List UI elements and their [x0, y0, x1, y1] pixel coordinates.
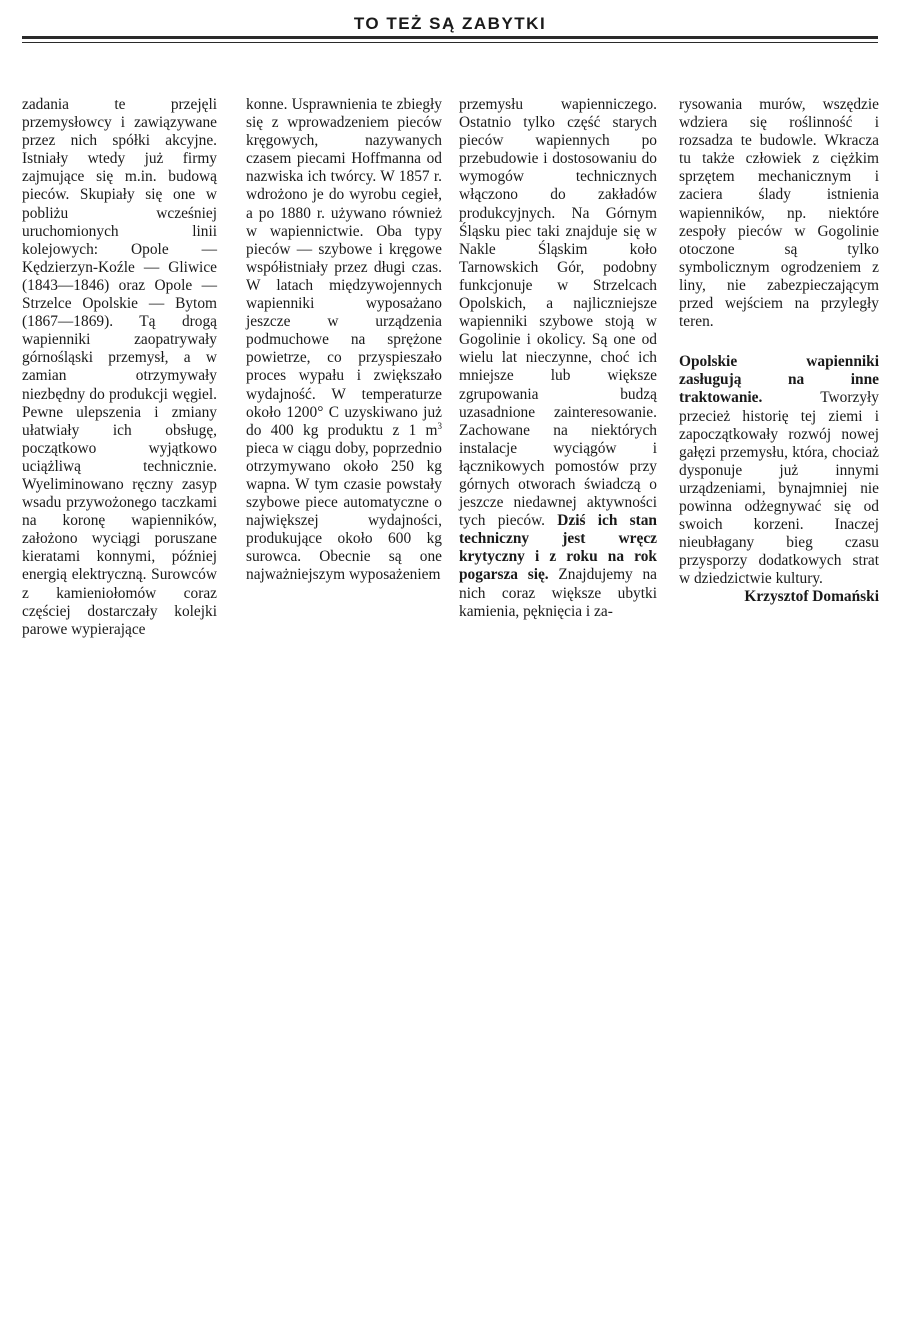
column-2-paragraph	[246, 96, 442, 585]
column-2-text-a: konne. Usprawnienia te zbiegły się z wprowadzeniem pieców kręgowych, nazywanych czasem piecami Hoffmanna od nazwiska ich twórcy. W 1857 r. wdrożono je do wyrobu cegieł, a po 1880 r. używano również w wapiennictwie. Oba typy pieców — szybowe i kręgowe współistniały przez długi czas. W latach międzywojennych wapienniki wyposażano jeszcze w urządzenia podmuchowe na sprężone powietrze, co przyspieszało proces wypału i zwiększało wydajność. W temperaturze około 1200° C uzyskiwano już do 400 kg produktu z 1 m	[246, 96, 442, 439]
page-header	[0, 14, 900, 38]
column-3-bold-statement: Dziś ich stan techniczny jest wręcz krytyczny i z roku na rok pogarsza się.	[459, 512, 657, 584]
column-2-text-b: pieca w ciągu doby, poprzednio otrzymywano około 250 kg wapna. W tym czasie powstały szybowe piece automatyczne o największej wydajności, produkujące około 600 kg surowca. Obecnie są one najważniejszym wyposażeniem	[246, 439, 442, 584]
column-3-text-a: przemysłu wapienniczego. Ostatnio tylko część starych pieców wapiennych po przebudowie i dostosowaniu do wymogów technicznych włączono do zakładów produkcyjnych. Na Górnym Śląsku piec taki znajduje się w Nakle Śląskim koło Tarnowskich Gór, podobny funkcjonuje w Strzelcach Opolskich, a najliczniejsze wapienniki szybowe stoją w Gogolinie i okolicy. Są one od wielu lat nieczynne, choć ich mniejsze lub większe zgrupowania budzą uzasadnione zainteresowanie. Zachowane na niektórych instalacje wyciągów i łącznikowych pomostów przy górnych otworach świadczą o jeszcze niedawnej aktywności tych pieców.	[459, 96, 657, 530]
section-title: TO TEŻ SĄ ZABYTKI	[350, 14, 550, 38]
paragraph-gap	[679, 331, 879, 353]
column-4-bold-lead: Opolskie wapienniki zasługują na inne traktowanie.	[679, 353, 879, 407]
column-4-text: Tworzyły przecież historię tej ziemi i zapoczątkowały rozwój nowej gałęzi przemysłu, która, chociaż dysponuje już innymi urządzeniami, bynajmniej nie powinna odżegnywać się od swoich korzeni. Inaczej nieubłagany bieg czasu przysporzy dodatkowych strat w dziedzictwie kultury.	[679, 389, 879, 588]
author-signature: Krzysztof Domański	[744, 588, 879, 606]
column-3-paragraph	[459, 96, 657, 621]
text-column-4	[679, 96, 879, 607]
text-column-1	[22, 96, 217, 639]
text-column-2	[246, 96, 442, 585]
column-4-paragraph-1: rysowania murów, wszędzie wdziera się roślinność i rozsadza te budowle. Wkracza tu także człowiek z ciężkim sprzętem mechanicznym i zaciera ślady istnienia wapienników, np. niektóre zespoły pieców w Gogolinie otoczone są tylko symbolicznym ogrodzeniem z liny, nie zabezpieczającym przed wejściem na przyległy teren.	[679, 96, 879, 331]
column-1-text: zadania te przejęli przemysłowcy i zawiązywane przez nich spółki akcyjne. Istniały wtedy już firmy zajmujące się m.in. budową pieców. Skupiały się one w pobliżu wcześniej uruchomionych linii kolejowych: Opole — Kędzierzyn-Koźle — Gliwice (1843—1846) oraz Opole — Strzelce Opolskie — Bytom (1867—1869). Tą drogą wapienniki zaopatrywały górnośląski przemysł, a w zamian otrzymywały niezbędny do produkcji węgiel. Pewne ulepszenia i zmiany ułatwiały ich obsługę, początkowo wyjątkowo uciążliwą technicznie. Wyeliminowano ręczny zasyp wsadu przywożonego taczkami na koronę wapienników, założono wyciągi poruszane kieratami konnymi, później energią elektryczną. Surowców z kamieniołomów coraz częściej dostarczały kolejki parowe wypierające	[22, 96, 217, 638]
column-4-paragraph-2	[679, 353, 879, 588]
text-column-3	[459, 96, 657, 621]
cubic-superscript: 3	[437, 420, 442, 431]
header-rule	[22, 36, 878, 39]
column-3-text-b: Znajdujemy na nich coraz większe ubytki kamienia, pęknięcia i za-	[459, 566, 657, 620]
